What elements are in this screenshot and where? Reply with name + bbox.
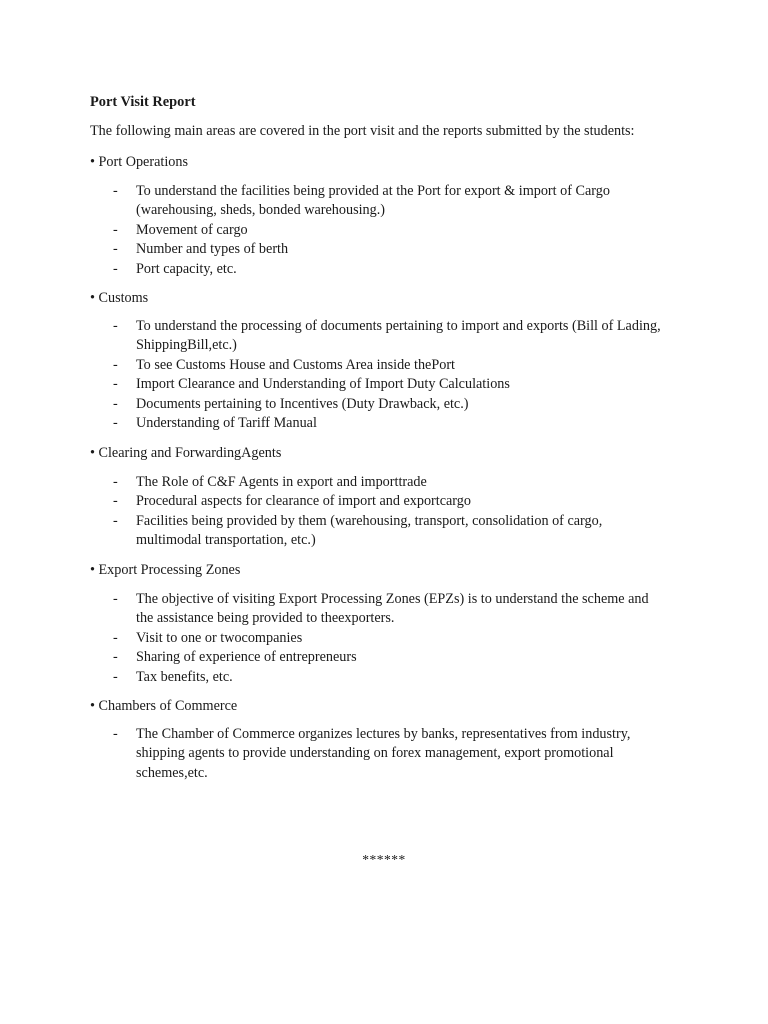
list-item-text: Port capacity, etc. <box>136 260 237 277</box>
list-item <box>90 414 690 433</box>
list-item <box>90 590 690 629</box>
list-item <box>90 356 690 375</box>
list-item-text: Facilities being provided by them (warehousing, transport, consolidation of cargo, multimodal transportation, etc.) <box>136 512 603 549</box>
section-heading: Chambers of Commerce <box>98 698 238 714</box>
list-item <box>90 221 690 240</box>
dash-marker: - <box>113 591 118 607</box>
dash-marker: - <box>113 493 118 510</box>
list-item-text: Procedural aspects for clearance of import and exportcargo <box>136 493 471 510</box>
list-item-text: Visit to one or twocompanies <box>136 629 303 646</box>
section-export-processing-zones <box>90 560 690 687</box>
list-item <box>90 317 690 356</box>
list-item-text: Documents pertaining to Incentives (Duty Drawback, etc.) <box>136 395 469 412</box>
dash-marker: - <box>113 512 118 529</box>
section-customs <box>90 288 690 433</box>
item-list <box>90 590 690 687</box>
dash-marker: - <box>113 241 118 258</box>
list-item <box>90 375 690 394</box>
intro-paragraph: The following main areas are covered in the port visit and the reports submitted by the students: <box>90 123 635 139</box>
item-list <box>90 473 690 551</box>
list-item-text: Sharing of experience of entrepreneurs <box>136 649 357 666</box>
dash-marker: - <box>113 395 118 412</box>
list-item-text: To see Customs House and Customs Area inside thePort <box>136 356 455 373</box>
list-item-text: Movement of cargo <box>136 221 248 238</box>
list-item <box>90 725 690 783</box>
list-item-text: The objective of visiting Export Processing Zones (EPZs) is to understand the scheme and the assistance being provided to theexporters. <box>136 591 649 627</box>
bullet-marker: • <box>90 562 95 578</box>
dash-marker: - <box>113 376 118 393</box>
list-item <box>90 240 690 259</box>
list-item <box>90 668 690 687</box>
dash-marker: - <box>113 356 118 373</box>
section-clearing-forwarding <box>90 443 690 551</box>
list-item <box>90 473 690 492</box>
list-item-text: To understand the facilities being provided at the Port for export & import of Cargo (warehousing, sheds, bonded warehousing.) <box>136 183 610 219</box>
item-list <box>90 725 690 783</box>
bullet-marker: • <box>90 154 95 170</box>
section-heading: Customs <box>98 290 149 306</box>
section-heading: Clearing and ForwardingAgents <box>98 445 282 461</box>
dash-marker: - <box>113 183 118 199</box>
dash-marker: - <box>113 629 118 646</box>
item-list <box>90 317 690 433</box>
section-heading: Port Operations <box>98 154 188 170</box>
dash-marker: - <box>113 318 118 334</box>
dash-marker: - <box>113 260 118 277</box>
list-item-text: To understand the processing of documents pertaining to import and exports (Bill of Lading, ShippingBill,etc.) <box>136 318 661 354</box>
list-item <box>90 492 690 511</box>
list-item <box>90 629 690 648</box>
dash-marker: - <box>113 415 118 432</box>
list-item <box>90 395 690 414</box>
bullet-marker: • <box>90 290 95 306</box>
bullet-marker: • <box>90 445 95 461</box>
dash-marker: - <box>113 649 118 666</box>
list-item-text: Number and types of berth <box>136 241 289 258</box>
section-heading: Export Processing Zones <box>98 562 241 578</box>
document-title: Port Visit Report <box>90 94 196 110</box>
dash-marker: - <box>113 726 118 742</box>
closing-asterisks: ****** <box>362 852 406 867</box>
dash-marker: - <box>113 474 118 490</box>
dash-marker: - <box>113 668 118 685</box>
list-item <box>90 512 690 551</box>
item-list <box>90 182 690 279</box>
list-item <box>90 182 690 221</box>
bullet-marker: • <box>90 698 95 714</box>
section-chambers-of-commerce <box>90 696 690 783</box>
section-port-operations <box>90 152 690 279</box>
list-item-text: Understanding of Tariff Manual <box>136 415 317 432</box>
list-item-text: Tax benefits, etc. <box>136 668 233 685</box>
dash-marker: - <box>113 221 118 238</box>
list-item-text: The Chamber of Commerce organizes lectures by banks, representatives from industry, shipping agents to provide understanding on forex management, export promotional schemes,etc. <box>136 726 631 781</box>
list-item <box>90 648 690 667</box>
list-item <box>90 260 690 279</box>
list-item-text: The Role of C&F Agents in export and importtrade <box>136 474 427 490</box>
list-item-text: Import Clearance and Understanding of Import Duty Calculations <box>136 376 510 393</box>
